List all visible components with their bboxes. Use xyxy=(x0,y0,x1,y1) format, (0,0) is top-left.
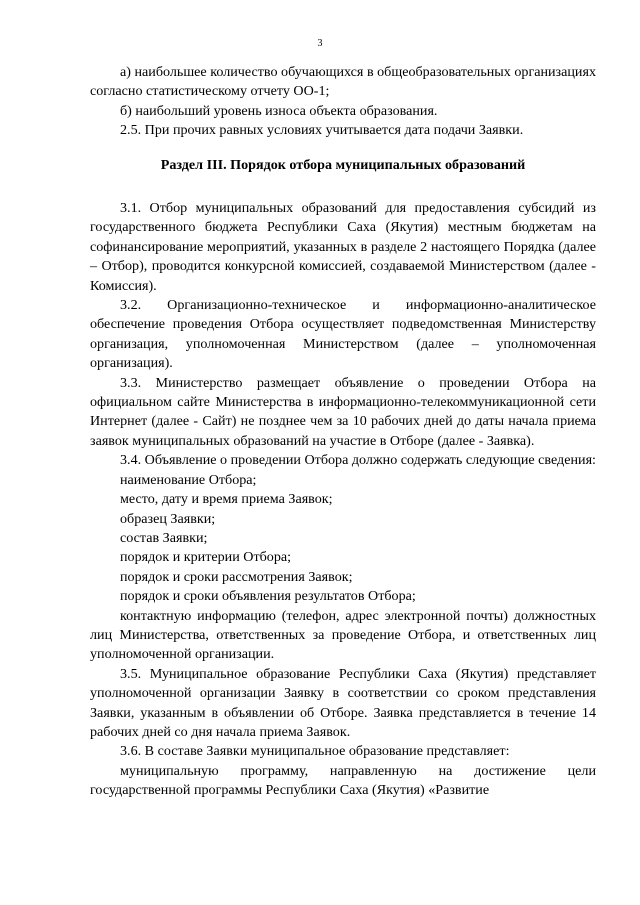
section-body xyxy=(90,199,596,801)
list-item: наименование Отбора; xyxy=(120,471,257,488)
list-item: порядок и сроки объявления результатов Отбора; xyxy=(120,588,416,605)
paragraph-3-4: 3.4. Объявление о проведении Отбора должно содержать следующие сведения: xyxy=(120,452,596,469)
list-item: порядок и сроки рассмотрения Заявок; xyxy=(120,568,353,585)
top-paragraphs xyxy=(90,63,596,141)
paragraph-3-5: 3.5. Муниципальное образование Республики Саха (Якутия) представляет уполномоченной организации Заявку в соответствии со сроком представления Заявки, указанным в объявлении об Отборе. Заявка представляется в течение 14 рабочих дней со дня начала приема Заявок. xyxy=(90,665,596,740)
list-item: место, дату и время приема Заявок; xyxy=(120,491,333,508)
paragraph-3-1: 3.1. Отбор муниципальных образований для предоставления субсидий из государственного бюджета Республики Саха (Якутия) местным бюджетам на софинансирование мероприятий, указанных в разделе 2 настоящего Порядка (далее – Отбор), проводится конкурсной комиссией, создаваемой Министерством (далее - Комиссия). xyxy=(90,200,596,294)
paragraph-3-6: 3.6. В составе Заявки муниципальное образование представляет: xyxy=(120,743,510,760)
paragraph-2-5: 2.5. При прочих равных условиях учитывается дата подачи Заявки. xyxy=(120,122,524,139)
list-item: образец Заявки; xyxy=(120,510,216,527)
paragraph-criterion-a: а) наибольшее количество обучающихся в общеобразовательных организациях согласно статистическому отчету ОО-1; xyxy=(90,64,596,100)
paragraph-3-3: 3.3. Министерство размещает объявление о проведении Отбора на официальном сайте Министерства в информационно-телекоммуникационной сети Интернет (далее - Сайт) не позднее чем за 10 рабочих дней до даты начала приема заявок муниципальных образований на участие в Отборе (далее - Заявка). xyxy=(90,374,596,449)
page-number: 3 xyxy=(317,38,323,49)
paragraph-municipal-program: муниципальную программу, направленную на достижение цели государственной программы Республики Саха (Якутия) «Развитие xyxy=(90,762,596,799)
section-heading: Раздел III. Порядок отбора муниципальных образований xyxy=(160,157,526,173)
paragraph-criterion-b: б) наибольший уровень износа объекта образования. xyxy=(120,102,438,119)
list-item: состав Заявки; xyxy=(120,529,208,546)
paragraph-3-2: 3.2. Организационно-техническое и информационно-аналитическое обеспечение проведения Отбора осуществляет подведомственная Министерству организация, уполномоченная Министерством (далее – уполномоченная организация). xyxy=(90,297,596,372)
paragraph-contact-info: контактную информацию (телефон, адрес электронной почты) должностных лиц Министерства, ответственных за проведение Отбора, и ответственных лиц уполномоченной организации. xyxy=(90,607,596,663)
list-item: порядок и критерии Отбора; xyxy=(120,549,292,566)
